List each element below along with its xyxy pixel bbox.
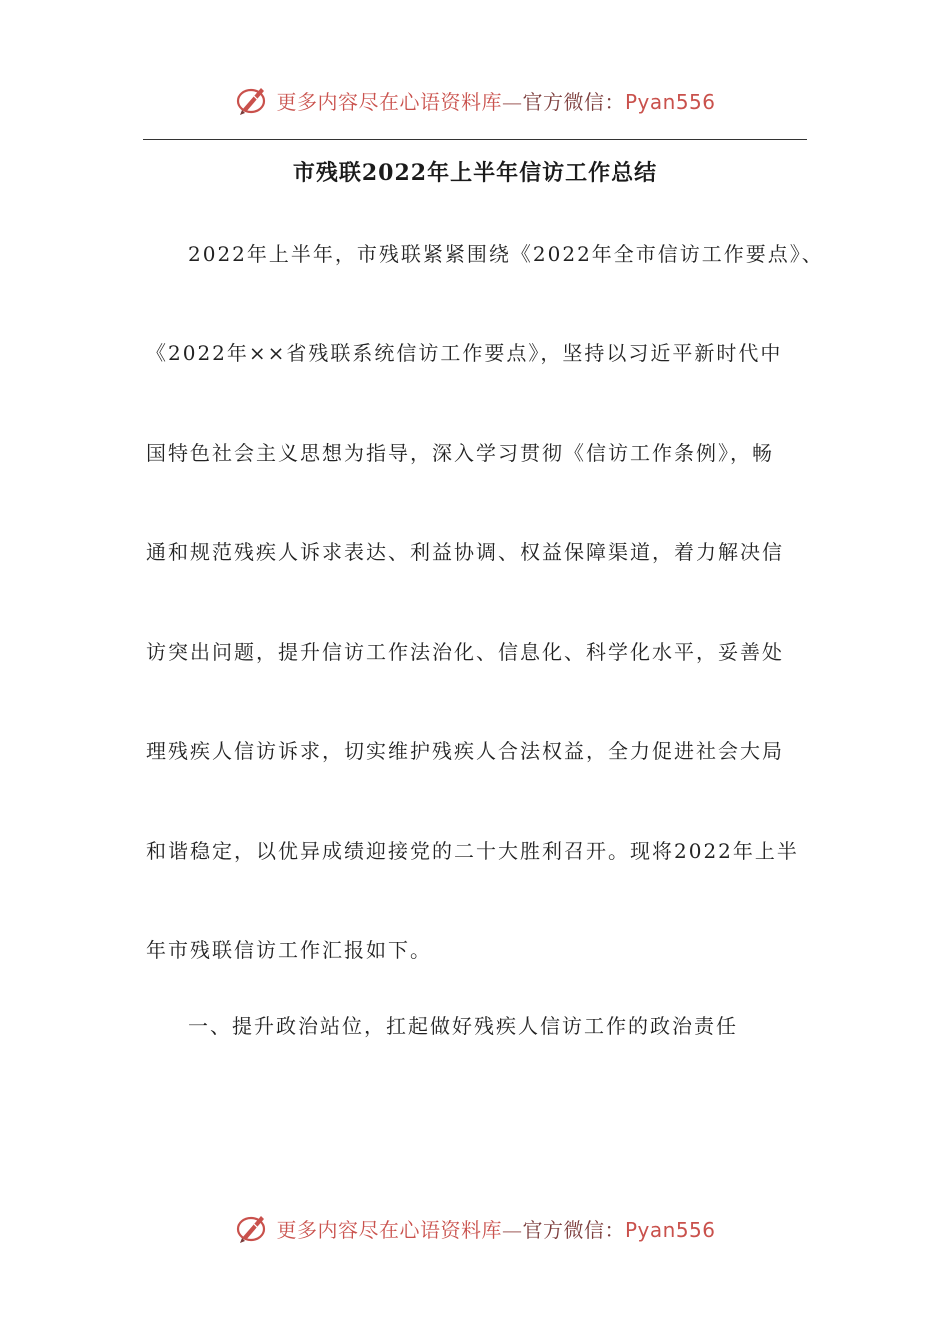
- watermark-official-label: 官方微信：: [522, 1217, 625, 1242]
- watermark-official-label: 官方微信：: [522, 89, 625, 114]
- body-line: 访突出问题，提升信访工作法治化、信息化、科学化水平，妥善处: [146, 640, 784, 664]
- body-line: 理残疾人信访诉求，切实维护残疾人合法权益，全力促进社会大局: [146, 739, 784, 763]
- watermark-account: Pyan556: [624, 1217, 716, 1242]
- watermark-text: [276, 1214, 715, 1243]
- header-watermark: [0, 82, 950, 118]
- body-line: 年市残联信访工作汇报如下。: [146, 938, 432, 962]
- watermark-dash: —: [501, 89, 523, 114]
- document-title: 市残联2022年上半年信访工作总结: [292, 160, 658, 186]
- body-line: 国特色社会主义思想为指导，深入学习贯彻《信访工作条例》，畅: [146, 441, 774, 465]
- body-line: 通和规范残疾人诉求表达、利益协调、权益保障渠道，着力解决信: [146, 540, 784, 564]
- quill-pen-logo-icon: [234, 82, 270, 118]
- body-line: 和谐稳定，以优异成绩迎接党的二十大胜利召开。现将2022年上半: [146, 839, 799, 863]
- quill-pen-logo-icon: [234, 1210, 270, 1246]
- watermark-account: Pyan556: [624, 89, 716, 114]
- watermark-brand: 更多内容尽在心语资料库: [276, 89, 502, 114]
- header-divider: [143, 139, 807, 140]
- watermark-text: [276, 86, 715, 115]
- watermark-brand: 更多内容尽在心语资料库: [276, 1217, 502, 1242]
- footer-watermark: [0, 1210, 950, 1246]
- watermark-dash: —: [501, 1217, 523, 1242]
- body-line: 《2022年××省残联系统信访工作要点》，坚持以习近平新时代中: [146, 341, 783, 365]
- section-heading: 一、提升政治站位，扛起做好残疾人信访工作的政治责任: [188, 1014, 738, 1038]
- body-line: 2022年上半年，市残联紧紧围绕《2022年全市信访工作要点》、: [188, 242, 824, 266]
